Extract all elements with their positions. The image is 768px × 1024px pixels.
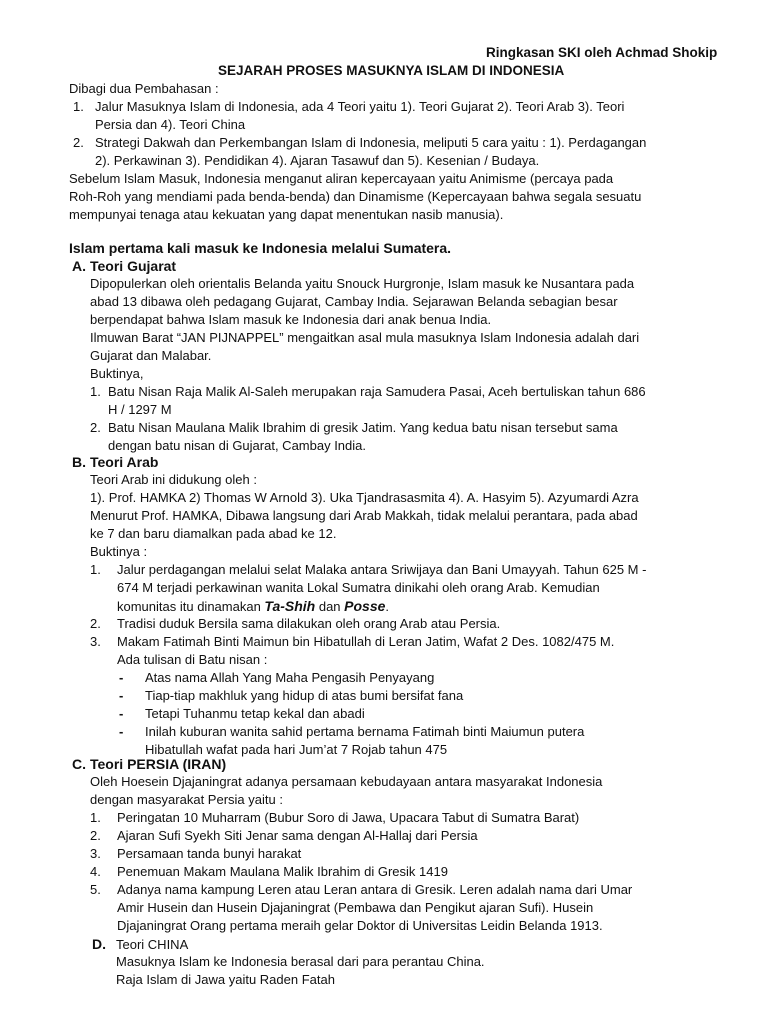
section-d-body (116, 953, 485, 989)
intro-item-1-line-2: Persia dan 4). Teori China (95, 117, 246, 132)
list-number: 2. (90, 420, 101, 435)
intro-section (69, 80, 646, 224)
gujarat-item-1-line-1: Batu Nisan Raja Malik Al-Saleh merupakan raja Samudera Pasai, Aceh bertuliskan tahun 686 (108, 384, 646, 399)
section-c-heading (72, 755, 226, 773)
intro-item-1-line-1: Jalur Masuknya Islam di Indonesia, ada 4 Teori yaitu 1). Teori Gujarat 2). Teori Arab 3). Teori (95, 99, 625, 114)
dash-marker: - (119, 724, 124, 739)
arab-item-3-line-1: Makam Fatimah Binti Maimun bin Hibatullah di Leran Jatim, Wafat 2 Des. 1082/475 M. (117, 634, 615, 649)
list-number: 2. (90, 616, 101, 631)
section-title: Teori CHINA (116, 937, 189, 952)
arab-item-1-line-2: 674 M terjadi perkawinan wanita Lokal Sumatra dinikahi oleh orang Arab. Kemudian (117, 580, 600, 595)
sumatera-heading: Islam pertama kali masuk ke Indonesia melalui Sumatera. (69, 240, 452, 256)
arab-item-2-text: Tradisi duduk Bersila sama dilakukan oleh orang Arab atau Persia. (117, 616, 501, 631)
arab-item-3 (90, 633, 646, 669)
section-letter: D. (92, 936, 106, 952)
arab-item-3-line-2: Ada tulisan di Batu nisan : (117, 652, 268, 667)
arab-para-line-3: Menurut Prof. HAMKA, Dibawa langsung dari Arab Makkah, tidak melalui perantara, pada abad (90, 508, 638, 523)
section-letter: B. (72, 454, 86, 470)
gujarat-item-2 (90, 419, 646, 455)
section-title: Teori Arab (90, 454, 159, 470)
section-d-heading (92, 935, 188, 954)
intro-para-line-2: Roh-Roh yang mendiami pada benda-benda) dan Dinamisme (Kepercayaan bahwa segala sesuatu (69, 189, 642, 204)
intro-item-2-line-1: Strategi Dakwah dan Perkembangan Islam di Indonesia, meliputi 5 cara yaitu : 1). Perdagangan (95, 135, 647, 150)
intro-item-2 (73, 134, 646, 170)
arab-para-line-5: Buktinya : (90, 544, 148, 559)
arab-para-line-2: 1). Prof. HAMKA 2) Thomas W Arnold 3). Uka Tjandrasasmita 4). A. Hasyim 5). Azyumardi Azra (90, 490, 639, 505)
gujarat-para-line-5: Gujarat dan Malabar. (90, 348, 212, 363)
intro-item-2-line-2: 2). Perkawinan 3). Pendidikan 4). Ajaran Tasawuf dan 5). Kesenian / Budaya. (95, 153, 540, 168)
list-number: 3. (90, 634, 101, 649)
dash-marker: - (119, 706, 124, 721)
persia-para-line-1: Oleh Hoesein Djajaningrat adanya persamaan kebudayaan antara masyarakat Indonesia (90, 774, 603, 789)
gujarat-para-line-2: abad 13 dibawa oleh pedagang Gujarat, Cambay India. Sejarawan Belanda sebagian besar (90, 294, 618, 309)
inscription-line-1: Atas nama Allah Yang Maha Pengasih Penyayang (145, 670, 435, 685)
section-letter: A. (72, 258, 86, 274)
dash-marker: - (119, 688, 124, 703)
intro-para-line-1: Sebelum Islam Masuk, Indonesia menganut aliran kepercayaan yaitu Animisme (percaya pada (69, 171, 614, 186)
author-line: Ringkasan SKI oleh Achmad Shokip (486, 45, 718, 60)
section-title: Teori Gujarat (90, 258, 177, 274)
arab-item-1-line-3-text: komunitas itu dinamakan (117, 599, 265, 614)
page-title: SEJARAH PROSES MASUKNYA ISLAM DI INDONESIA (218, 63, 565, 78)
list-number: 2. (73, 135, 84, 150)
gujarat-para-line-3: berpendapat bahwa Islam masuk ke Indonesia dari anak benua India. (90, 312, 492, 327)
dash-marker: - (119, 670, 124, 685)
persia-item-3: Persamaan tanda bunyi harakat (117, 846, 302, 861)
intro-lead: Dibagi dua Pembahasan : (69, 81, 219, 96)
inscription-line-4: Inilah kuburan wanita sahid pertama bernama Fatimah binti Maiumun putera (145, 724, 585, 739)
section-a-heading (72, 257, 176, 275)
section-a-body (90, 275, 646, 455)
inscription-list (90, 669, 646, 759)
persia-item-2: Ajaran Sufi Syekh Siti Jenar sama dengan Al-Hallaj dari Persia (117, 828, 478, 843)
gujarat-item-1 (90, 383, 646, 419)
persia-list (90, 809, 632, 935)
list-number: 4. (90, 864, 101, 879)
term-posse: Posse (344, 598, 386, 614)
arab-item-2 (90, 615, 646, 633)
gujarat-list (90, 383, 646, 455)
arab-item-1-line-1: Jalur perdagangan melalui selat Malaka antara Sriwijaya dan Bani Umayyah. Tahun 625 M - (117, 562, 647, 577)
persia-para-line-2: dengan masyarakat Persia yaitu : (90, 792, 283, 807)
section-b-body (90, 471, 646, 759)
gujarat-para-line-4: Ilmuwan Barat “JAN PIJNAPPEL” mengaitkan asal mula masuknya Islam Indonesia adalah dari (90, 330, 640, 345)
arab-para-line-1: Teori Arab ini didukung oleh : (90, 472, 257, 487)
arab-para-line-4: ke 7 dan baru diamalkan pada abad ke 12. (90, 526, 337, 541)
list-number: 1. (90, 384, 101, 399)
list-number: 1. (73, 99, 84, 114)
section-title: Teori PERSIA (IRAN) (90, 756, 227, 772)
persia-item-5-line-1: Adanya nama kampung Leren atau Leran antara di Gresik. Leren adalah nama dari Umar (117, 882, 633, 897)
persia-item-1: Peringatan 10 Muharram (Bubur Soro di Jawa, Upacara Tabut di Sumatra Barat) (117, 810, 580, 825)
persia-item-5-line-2: Amir Husein dan Husein Djajaningrat (Pembawa dan Pengikut ajaran Sufi). Husein (117, 900, 594, 915)
arab-item-1 (90, 561, 646, 615)
term-ta-shih: Ta-Shih (264, 598, 316, 614)
arab-item-1-period: . (385, 599, 390, 614)
list-number: 1. (90, 562, 101, 577)
intro-list (69, 98, 646, 170)
persia-item-5-line-3: Djajaningrat Orang pertama meraih gelar Doktor di Universitas Leidin Belanda 1913. (117, 918, 603, 933)
gujarat-para-line-6: Buktinya, (90, 366, 144, 381)
section-c-body (90, 773, 632, 935)
arab-item-1-line-3 (90, 597, 646, 615)
gujarat-item-2-line-1: Batu Nisan Maulana Malik Ibrahim di gresik Jatim. Yang kedua batu nisan tersebut sama (108, 420, 618, 435)
inscription-line-3: Tetapi Tuhanmu tetap kekal dan abadi (145, 706, 365, 721)
section-letter: C. (72, 756, 86, 772)
inscription-line-2: Tiap-tiap makhluk yang hidup di atas bumi bersifat fana (145, 688, 464, 703)
intro-para-line-3: mempunyai tenaga atau kekuatan yang dapat menentukan nasib manusia). (69, 207, 504, 222)
china-para-line-1: Masuknya Islam ke Indonesia berasal dari para perantau China. (116, 954, 485, 969)
list-number: 3. (90, 846, 101, 861)
gujarat-para-line-1: Dipopulerkan oleh orientalis Belanda yaitu Snouck Hurgronje, Islam masuk ke Nusantara pada (90, 276, 635, 291)
list-number: 5. (90, 882, 101, 897)
section-b-heading (72, 453, 158, 471)
list-number: 2. (90, 828, 101, 843)
china-para-line-2: Raja Islam di Jawa yaitu Raden Fatah (116, 972, 335, 987)
gujarat-item-2-line-2: dengan batu nisan di Gujarat, Cambay India. (108, 438, 367, 453)
arab-item-1-and: dan (315, 599, 345, 614)
intro-item-1 (73, 98, 646, 134)
gujarat-item-1-line-2: H / 1297 M (108, 402, 172, 417)
list-number: 1. (90, 810, 101, 825)
inscription-line-4-cont: Hibatullah wafat pada hari Jum’at 7 Rojab tahun 475 (145, 742, 448, 757)
persia-item-4: Penemuan Makam Maulana Malik Ibrahim di Gresik 1419 (117, 864, 448, 879)
